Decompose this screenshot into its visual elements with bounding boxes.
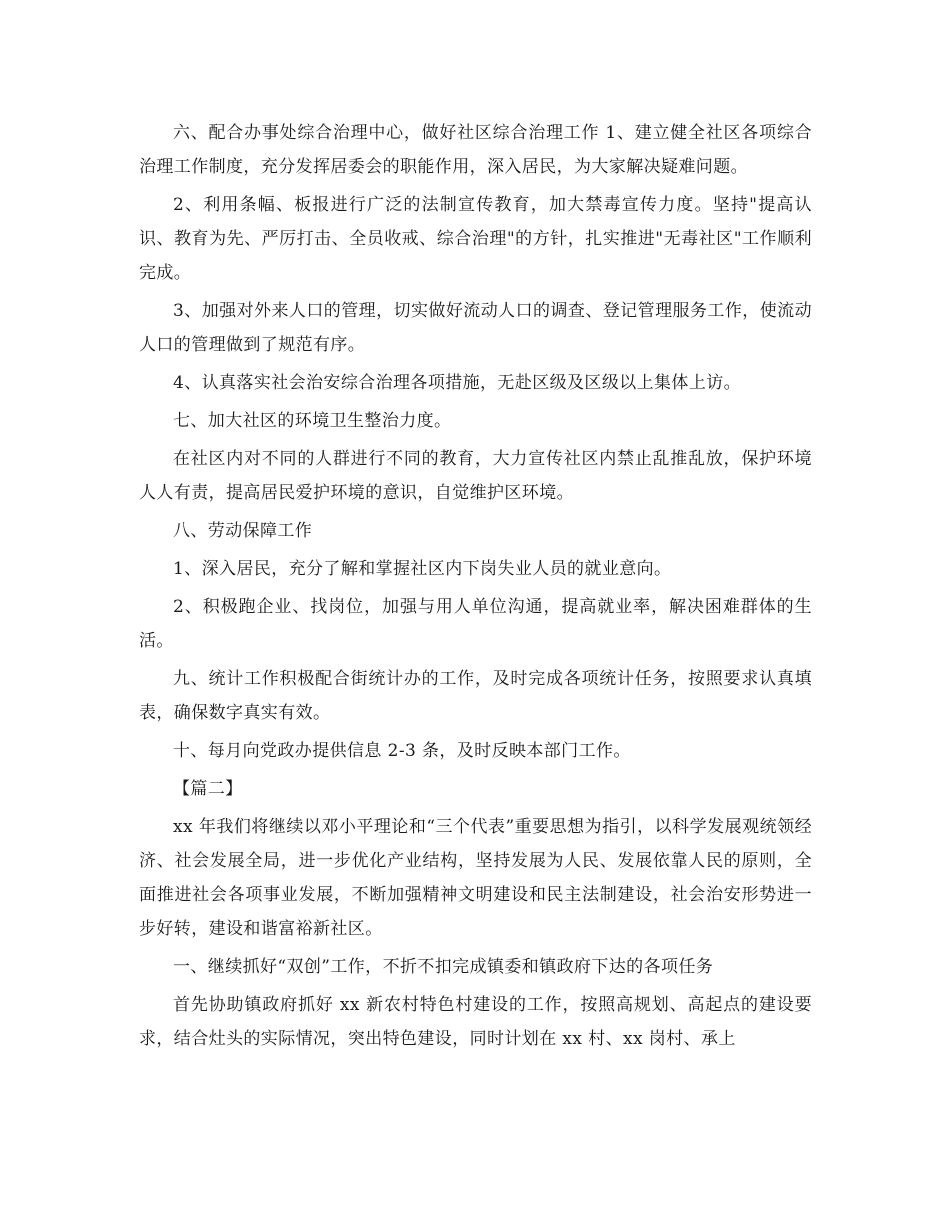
paragraph-section-six: 六、配合办事处综合治理中心，做好社区综合治理工作 1、建立健全社区各项综合治理工作制度，充分发挥居委会的职能作用，深入居民，为大家解决疑难问题。 — [139, 123, 812, 177]
paragraph-section-ten: 十、每月向党政办提供信息 2-3 条，及时反映本部门工作。 — [173, 741, 631, 761]
paragraph-section-seven: 七、加大社区的环境卫生整治力度。 — [173, 411, 452, 431]
paragraph-part-two-intro: xx 年我们将继续以邓小平理论和“三个代表”重要思想为指引，以科学发展观统领经济、社会发展全局，进一步优化产业结构，坚持发展为人民、发展依靠人民的原则，全面推进社会各项事业发展，不断加强精神文明建设和民主法制建设，社会治安形势进一步好转，建设和谐富裕新社区。 — [139, 817, 812, 939]
paragraph-section-eight: 八、劳动保障工作 — [173, 521, 313, 541]
section-heading-part-two: 【篇二】 — [173, 779, 243, 799]
paragraph-part-two-section-one: 一、继续抓好“双创”工作，不折不扣完成镇委和镇政府下达的各项任务 — [173, 957, 714, 977]
paragraph-new-village-construction: 首先协助镇政府抓好 xx 新农村特色村建设的工作，按照高规划、高起点的建设要求，结合灶头的实际情况，突出特色建设，同时计划在 xx 村、xx 岗村、承上 — [139, 995, 812, 1049]
paragraph-item-2-legal-education: 2、利用条幅、板报进行广泛的法制宣传教育，加大禁毒宣传力度。坚持"提高认识、教育为先、严厉打击、全员收戒、综合治理"的方针，扎实推进"无毒社区"工作顺利完成。 — [139, 195, 812, 283]
paragraph-environment-education: 在社区内对不同的人群进行不同的教育，大力宣传社区内禁止乱推乱放，保护环境人人有责，提高居民爱护环境的意识，自觉维护区环境。 — [139, 449, 812, 503]
paragraph-section-nine: 九、统计工作积极配合街统计办的工作，及时完成各项统计任务，按照要求认真填表，确保数字真实有效。 — [139, 669, 812, 723]
paragraph-item-1-employment-intent: 1、深入居民，充分了解和掌握社区内下岗失业人员的就业意向。 — [173, 559, 672, 579]
paragraph-item-3-migrant-management: 3、加强对外来人口的管理，切实做好流动人口的调查、登记管理服务工作，使流动人口的管理做到了规范有序。 — [139, 301, 812, 355]
paragraph-item-2-job-finding: 2、积极跑企业、找岗位，加强与用人单位沟通，提高就业率，解决困难群体的生活。 — [139, 597, 812, 651]
paragraph-item-4-public-security: 4、认真落实社会治安综合治理各项措施，无赴区级及区级以上集体上访。 — [173, 373, 742, 393]
